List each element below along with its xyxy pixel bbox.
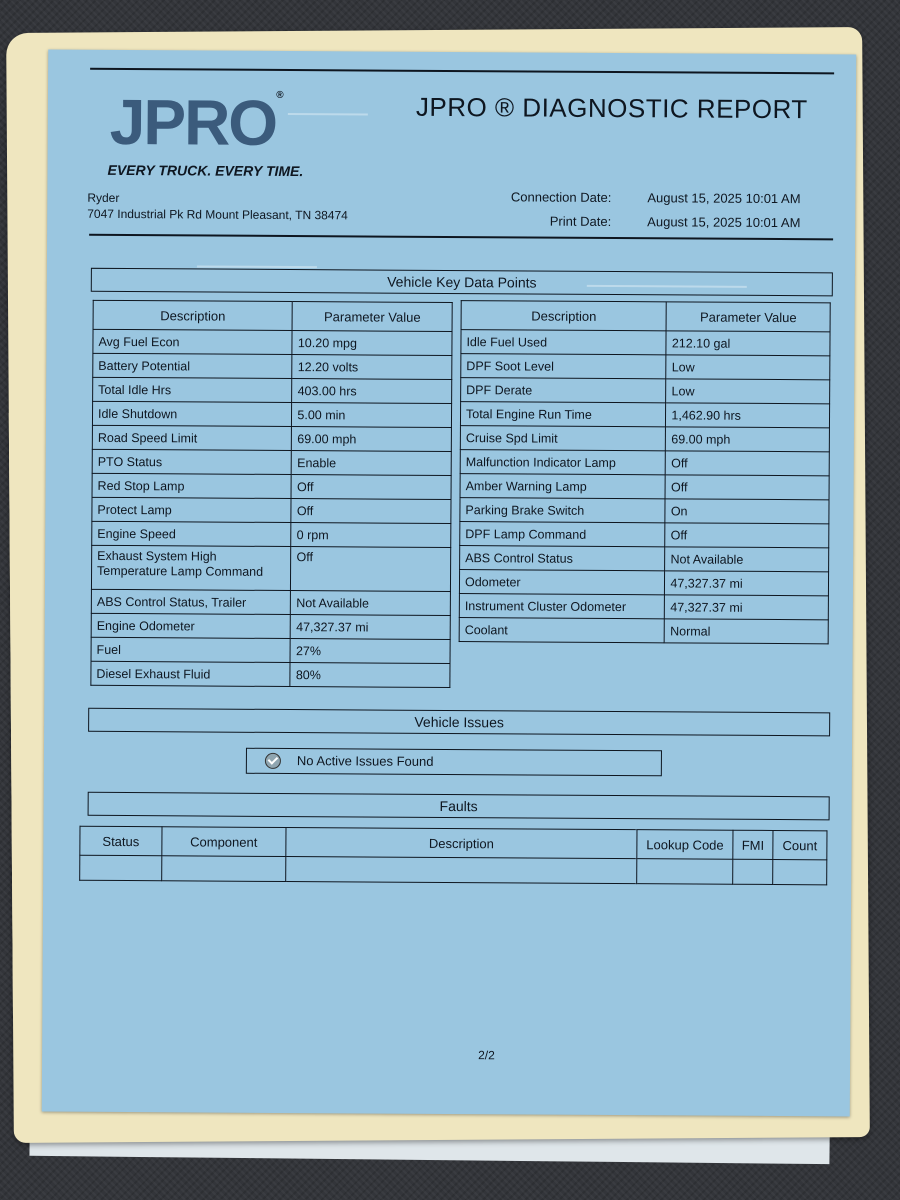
key-data-value: Not Available bbox=[665, 547, 829, 572]
key-data-description: Total Idle Hrs bbox=[93, 377, 293, 402]
col-description: Description bbox=[93, 300, 293, 330]
key-data-row bbox=[92, 521, 451, 547]
key-data-row bbox=[461, 330, 830, 356]
key-data-value: Off bbox=[665, 475, 829, 500]
key-data-value: 69.00 mph bbox=[666, 427, 830, 452]
key-data-description: Engine Speed bbox=[92, 521, 292, 546]
key-data-row bbox=[460, 498, 829, 524]
key-data-value: Off bbox=[291, 547, 451, 592]
key-data-row bbox=[93, 377, 452, 403]
key-data-description: Odometer bbox=[459, 570, 665, 595]
faults-col-component: Component bbox=[162, 827, 286, 857]
key-data-description: Idle Fuel Used bbox=[461, 330, 667, 355]
faults-col-count: Count bbox=[773, 830, 827, 859]
issues-section-title: Vehicle Issues bbox=[88, 708, 830, 737]
key-data-row bbox=[460, 450, 829, 476]
key-data-description: Exhaust System High Temperature Lamp Command bbox=[91, 545, 291, 590]
key-data-row bbox=[460, 426, 829, 452]
key-data-description: Engine Odometer bbox=[91, 613, 291, 638]
key-data-row bbox=[92, 497, 451, 523]
key-data-value: 27% bbox=[290, 639, 450, 664]
faults-cell bbox=[162, 856, 286, 882]
key-data-description: Diesel Exhaust Fluid bbox=[91, 661, 291, 686]
key-data-value: 10.20 mpg bbox=[292, 331, 452, 356]
header-rule bbox=[89, 234, 833, 241]
report-title: JPRO ® DIAGNOSTIC REPORT bbox=[415, 91, 808, 125]
key-data-row bbox=[461, 378, 830, 404]
col-parameter-value: Parameter Value bbox=[666, 302, 830, 332]
key-data-row bbox=[91, 589, 450, 615]
key-data-value: Normal bbox=[665, 619, 829, 644]
key-data-description: Total Engine Run Time bbox=[460, 402, 666, 427]
key-data-description: DPF Soot Level bbox=[461, 354, 667, 379]
print-date-label: Print Date: bbox=[549, 213, 612, 229]
key-data-row bbox=[461, 354, 830, 380]
key-data-value: 47,327.37 mi bbox=[291, 615, 451, 640]
key-data-value: 47,327.37 mi bbox=[665, 571, 829, 596]
faults-col-fmi: FMI bbox=[733, 830, 773, 859]
faults-empty-row bbox=[80, 855, 827, 885]
page-number: 2/2 bbox=[478, 1048, 495, 1063]
key-data-row bbox=[459, 570, 828, 596]
key-data-row bbox=[91, 637, 450, 663]
key-data-description: DPF Derate bbox=[461, 378, 667, 403]
key-data-description: Road Speed Limit bbox=[92, 425, 292, 450]
key-data-value: 69.00 mph bbox=[292, 427, 452, 452]
key-data-value: 1,462.90 hrs bbox=[666, 403, 830, 428]
company-info bbox=[87, 190, 348, 224]
key-data-value: Low bbox=[666, 379, 830, 404]
key-data-row bbox=[91, 545, 450, 591]
check-circle-icon bbox=[265, 753, 281, 769]
col-parameter-value: Parameter Value bbox=[292, 302, 452, 332]
key-data-row bbox=[459, 618, 828, 644]
col-description: Description bbox=[461, 301, 667, 331]
issues-box bbox=[246, 748, 662, 777]
key-data-description: Protect Lamp bbox=[92, 497, 292, 522]
issues-message: No Active Issues Found bbox=[296, 753, 434, 769]
top-rule bbox=[90, 68, 834, 75]
faults-section-title: Faults bbox=[88, 792, 830, 821]
key-data-description: ABS Control Status, Trailer bbox=[91, 589, 291, 614]
key-data-description: Amber Warning Lamp bbox=[460, 474, 666, 499]
key-data-description: ABS Control Status bbox=[460, 546, 666, 571]
connection-date-label: Connection Date: bbox=[510, 188, 612, 205]
faults-cell bbox=[637, 859, 733, 885]
key-data-row bbox=[91, 661, 450, 687]
key-data-row bbox=[460, 402, 829, 428]
report-dates bbox=[507, 184, 801, 234]
key-data-description: Red Stop Lamp bbox=[92, 473, 292, 498]
key-data-description: Avg Fuel Econ bbox=[93, 329, 293, 354]
key-data-value: Off bbox=[291, 475, 451, 500]
faults-cell bbox=[773, 859, 827, 884]
key-data-table-left bbox=[90, 300, 452, 688]
key-data-value: 80% bbox=[290, 663, 450, 688]
key-data-description: Coolant bbox=[459, 618, 665, 643]
key-data-description: PTO Status bbox=[92, 449, 292, 474]
key-data-value: 12.20 volts bbox=[292, 355, 452, 380]
key-data-row bbox=[460, 474, 829, 500]
key-data-row bbox=[460, 522, 829, 548]
key-data-value: 0 rpm bbox=[291, 523, 451, 548]
key-data-description: Cruise Spd Limit bbox=[460, 426, 666, 451]
key-data-row bbox=[93, 329, 452, 355]
faults-col-status: Status bbox=[80, 826, 162, 855]
faults-col-lookup-code: Lookup Code bbox=[637, 830, 733, 860]
key-data-value: Off bbox=[666, 451, 830, 476]
faults-col-description: Description bbox=[286, 828, 638, 859]
company-address: 7047 Industrial Pk Rd Mount Pleasant, TN 38474 bbox=[87, 206, 348, 223]
key-data-description: Battery Potential bbox=[93, 353, 293, 378]
key-data-row bbox=[92, 473, 451, 499]
key-data-description: Idle Shutdown bbox=[92, 401, 292, 426]
key-data-description: Parking Brake Switch bbox=[460, 498, 666, 523]
key-data-value: Off bbox=[665, 523, 829, 548]
key-data-row bbox=[459, 594, 828, 620]
connection-date: August 15, 2025 10:01 AM bbox=[647, 189, 801, 206]
key-data-description: Fuel bbox=[91, 637, 291, 662]
key-data-value: 5.00 min bbox=[292, 403, 452, 428]
key-data-table-right bbox=[459, 300, 831, 644]
key-data-description: Malfunction Indicator Lamp bbox=[460, 450, 666, 475]
key-data-row bbox=[92, 425, 451, 451]
key-data-row bbox=[93, 353, 452, 379]
key-data-row bbox=[460, 546, 829, 572]
key-data-value: Low bbox=[666, 355, 830, 380]
key-data-value: Not Available bbox=[291, 591, 451, 616]
logo-tagline: EVERY TRUCK. EVERY TIME. bbox=[107, 161, 304, 180]
key-data-section-title: Vehicle Key Data Points bbox=[91, 268, 833, 297]
key-data-row bbox=[92, 449, 451, 475]
key-data-value: On bbox=[665, 499, 829, 524]
faults-cell bbox=[285, 857, 637, 884]
key-data-value: Off bbox=[291, 499, 451, 524]
key-data-description: Instrument Cluster Odometer bbox=[459, 594, 665, 619]
print-date: August 15, 2025 10:01 AM bbox=[647, 213, 801, 230]
company-name: Ryder bbox=[87, 190, 120, 205]
faults-cell bbox=[80, 855, 162, 880]
key-data-value: 47,327.37 mi bbox=[665, 595, 829, 620]
key-data-value: Enable bbox=[292, 451, 452, 476]
scan-artifact bbox=[288, 113, 368, 115]
faults-cell bbox=[733, 859, 773, 884]
report-page bbox=[42, 50, 856, 1117]
jpro-logo: JPRO® bbox=[109, 85, 282, 159]
key-data-description: DPF Lamp Command bbox=[460, 522, 666, 547]
faults-table bbox=[79, 826, 827, 886]
key-data-row bbox=[92, 401, 451, 427]
key-data-value: 403.00 hrs bbox=[292, 379, 452, 404]
key-data-row bbox=[91, 613, 450, 639]
key-data-value: 212.10 gal bbox=[666, 331, 830, 356]
